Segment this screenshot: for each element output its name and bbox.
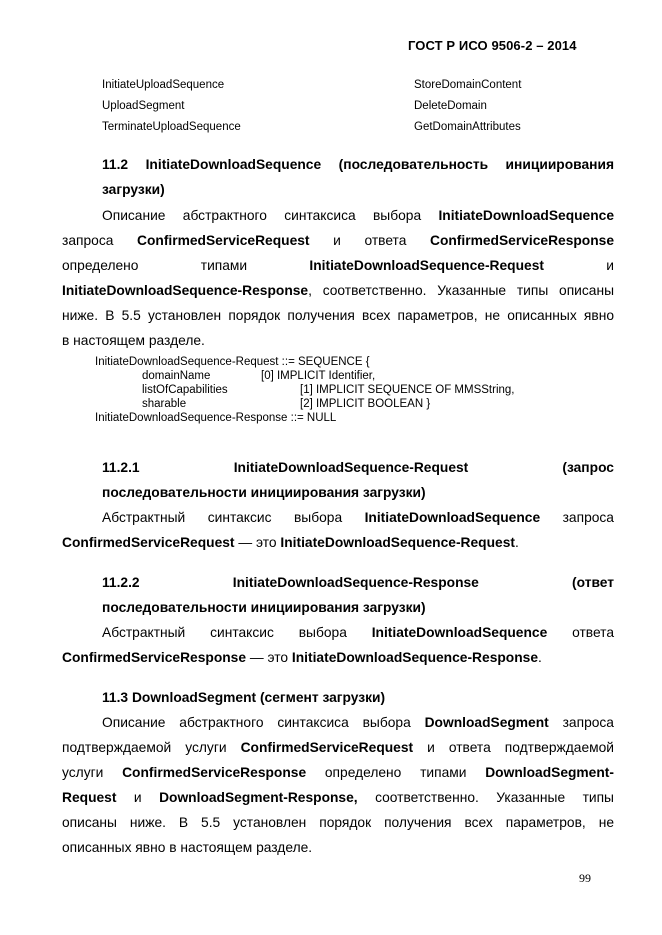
para-line: услуги ConfirmedServiceResponse определено типами DownloadSegment- <box>62 765 614 780</box>
para-line: Описание абстрактного синтаксиса выбора InitiateDownloadSequence <box>102 208 614 223</box>
service-item: StoreDomainContent <box>414 79 522 91</box>
section-number: 11.2 <box>102 157 129 172</box>
service-item: TerminateUploadSequence <box>102 121 241 133</box>
section-number: 11.2.1 <box>102 460 140 475</box>
services-list-right <box>414 75 521 138</box>
section-11-2-1-heading-line2: последовательности инициирования загрузки) <box>102 485 426 500</box>
page-header: ГОСТ Р ИСО 9506-2 – 2014 <box>408 38 577 53</box>
code-field-type: [0] IMPLICIT Identifier, <box>261 370 376 382</box>
page-number: 99 <box>579 871 591 885</box>
code-line: InitiateDownloadSequence-Response ::= NULL <box>95 412 337 424</box>
para-line: запроса ConfirmedServiceRequest и ответа ConfirmedServiceResponse <box>62 233 615 248</box>
para-line: определено типами InitiateDownloadSequence-Request и <box>62 258 614 273</box>
section-11-2-1-heading-line1 <box>102 455 614 480</box>
section-11-2-heading-line2: загрузки) <box>102 182 165 197</box>
section-title: InitiateDownloadSequence (последовательность инициирования <box>145 157 614 172</box>
para-line: описанных явно в настоящем разделе. <box>62 840 313 855</box>
code-field-name: domainName <box>142 370 211 382</box>
code-field-type: [1] IMPLICIT SEQUENCE OF MMSString, <box>300 384 515 396</box>
section-title: InitiateDownloadSequence-Response <box>232 575 479 590</box>
para-line: ConfirmedServiceResponse — это InitiateDownloadSequence-Response. <box>62 650 542 665</box>
para-line: Абстрактный синтаксис выбора InitiateDownloadSequence запроса <box>102 510 614 525</box>
section-11-3-paragraph <box>62 710 614 860</box>
code-field-name: listOfCapabilities <box>142 384 228 396</box>
section-title: DownloadSegment (сегмент загрузки) <box>131 690 386 705</box>
services-list-left <box>102 75 241 138</box>
para-line: ниже. В 5.5 установлен порядок получения всех параметров, не описанных явно <box>62 308 614 323</box>
code-line: InitiateDownloadSequence-Request ::= SEQUENCE { <box>95 356 370 368</box>
para-line: Абстрактный синтаксис выбора InitiateDownloadSequence ответа <box>102 625 615 640</box>
section-title: InitiateDownloadSequence-Request <box>233 460 469 475</box>
section-11-2-paragraph <box>62 203 614 353</box>
section-number: 11.2.2 <box>102 575 140 590</box>
section-title-tail: (ответ <box>572 575 614 590</box>
section-11-3-heading <box>102 685 614 710</box>
section-11-2-2-paragraph <box>62 620 614 670</box>
section-11-2-heading-line1 <box>102 152 614 177</box>
para-line: подтверждаемой услуги ConfirmedServiceRequest и ответа подтверждаемой <box>62 740 614 755</box>
para-line: описаны ниже. В 5.5 установлен порядок получения всех параметров, не <box>62 815 614 830</box>
para-line: в настоящем разделе. <box>62 333 205 348</box>
para-line: Request и DownloadSegment-Response, соответственно. Указанные типы <box>62 790 614 805</box>
service-item: UploadSegment <box>102 100 185 112</box>
service-item: GetDomainAttributes <box>414 121 521 133</box>
section-11-2-2-heading-line1 <box>102 570 614 595</box>
service-item: InitiateUploadSequence <box>102 79 225 91</box>
service-item: DeleteDomain <box>414 100 487 112</box>
section-11-2-1-paragraph <box>62 505 614 555</box>
code-field-name: sharable <box>142 398 187 410</box>
para-line: Описание абстрактного синтаксиса выбора DownloadSegment запроса <box>102 715 614 730</box>
section-title-tail: (запрос <box>562 460 614 475</box>
section-11-2-2-heading-line2: последовательности инициирования загрузки) <box>102 600 426 615</box>
code-field-type: [2] IMPLICIT BOOLEAN } <box>300 398 431 410</box>
section-number: 11.3 <box>102 690 129 705</box>
para-line: InitiateDownloadSequence-Response, соответственно. Указанные типы описаны <box>62 283 614 298</box>
para-line: ConfirmedServiceRequest — это InitiateDownloadSequence-Request. <box>62 535 519 550</box>
